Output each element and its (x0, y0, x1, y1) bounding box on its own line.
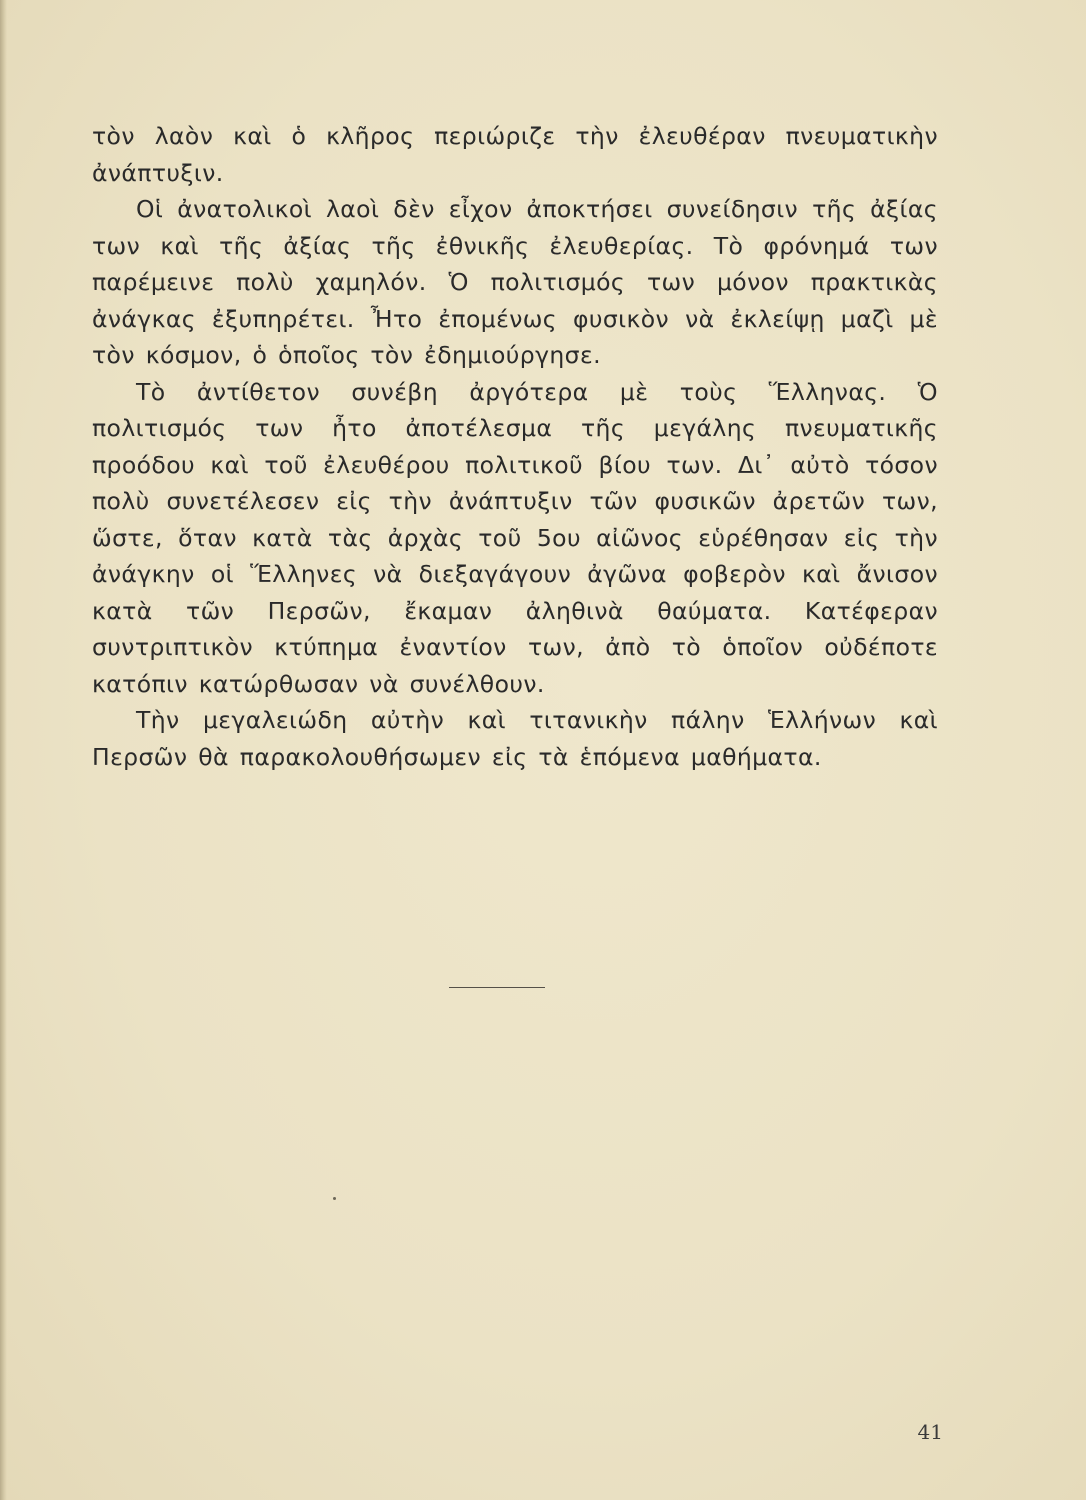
paper-speck (333, 1197, 336, 1200)
body-text (92, 118, 938, 775)
paragraph-eastern-peoples: Οἱ ἀνατολικοὶ λαοὶ δὲν εἶχον ἀποκτήσει συνείδησιν τῆς ἀξίας των καὶ τῆς ἀξίας τῆς ἐθνικῆς ἐλευθερίας. Τὸ φρόνημά των παρέμεινε πολὺ χαμηλόν. Ὁ πολιτισμός των μόνον πρακτικὰς ἀνάγκας ἐξυπηρέτει. Ἦτο ἐπομένως φυσικὸν νὰ ἐκλείψῃ μαζὶ μὲ τὸν κόσμον, ὁ ὁποῖος τὸν ἐδημιούργησε. (92, 195, 938, 369)
page-number: 41 (917, 1420, 943, 1444)
section-separator-rule (449, 987, 545, 988)
paragraph-next-lessons: Τὴν μεγαλειώδη αὐτὴν καὶ τιτανικὴν πάλην Ἑλλήνων καὶ Περσῶν θὰ παρακολουθήσωμεν εἰς τὰ ἑπόμενα μαθήματα. (92, 706, 938, 771)
page-binding-edge (0, 0, 7, 1500)
paragraph-greeks: Τὸ ἀντίθετον συνέβη ἀργότερα μὲ τοὺς Ἕλληνας. Ὁ πολιτισμός των ἦτο ἀποτέλεσμα τῆς μεγάλης πνευματικῆς προόδου καὶ τοῦ ἐλευθέρου πολιτικοῦ βίου των. Δι᾽ αὐτὸ τόσον πολὺ συνετέλεσεν εἰς τὴν ἀνάπτυξιν τῶν φυσικῶν ἀρετῶν των, ὥστε, ὅταν κατὰ τὰς ἀρχὰς τοῦ 5ου αἰῶνος εὑρέθησαν εἰς τὴν ἀνάγκην οἱ Ἕλληνες νὰ διεξαγάγουν ἀγῶνα φοβερὸν καὶ ἄνισον κατὰ τῶν Περσῶν, ἔκαμαν ἀληθινὰ θαύματα. Κατέφεραν συντριπτικὸν κτύπημα ἐναντίον των, ἀπὸ τὸ ὁποῖον οὐδέποτε κατόπιν κατώρθωσαν νὰ συνέλθουν. (92, 377, 938, 698)
paragraph-continued: τὸν λαὸν καὶ ὁ κλῆρος περιώριζε τὴν ἐλευθέραν πνευματικὴν ἀνάπτυξιν. (92, 122, 938, 187)
